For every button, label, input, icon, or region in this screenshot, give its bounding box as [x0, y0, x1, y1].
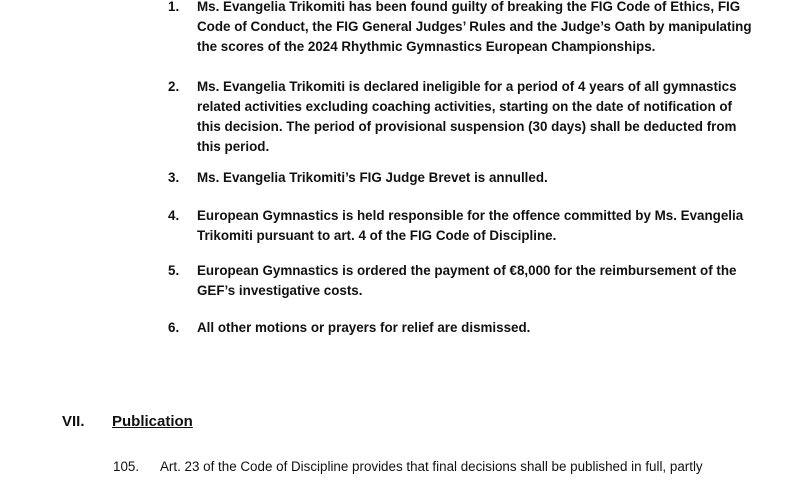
decision-number: 5. [168, 263, 180, 278]
decision-text-line: Code of Conduct, the FIG General Judges’ Rules and the Judge’s Oath by manipulating [197, 19, 752, 34]
decision-number: 2. [168, 79, 180, 94]
section-title: Publication [112, 413, 193, 430]
decision-text-line: European Gymnastics is ordered the payment of €8,000 for the reimbursement of the [197, 263, 737, 278]
decision-number: 4. [168, 208, 180, 223]
decision-number: 3. [168, 170, 180, 185]
decision-text-line: related activities excluding coaching activities, starting on the date of notification of [197, 99, 732, 114]
paragraph-number: 105. [113, 459, 140, 474]
decision-text-line: All other motions or prayers for relief are dismissed. [197, 320, 531, 335]
section-number: VII. [62, 413, 85, 430]
decision-number: 6. [168, 320, 180, 335]
decision-text-line: this period. [197, 139, 270, 154]
paragraph-text-line: Art. 23 of the Code of Discipline provides that final decisions shall be published in full, partly [160, 459, 703, 474]
decision-text-line: the scores of the 2024 Rhythmic Gymnastics European Championships. [197, 39, 656, 54]
decision-text-line: GEF’s investigative costs. [197, 283, 363, 298]
decision-text-line: European Gymnastics is held responsible for the offence committed by Ms. Evangelia [197, 208, 744, 223]
decision-text-line: Trikomiti pursuant to art. 4 of the FIG Code of Discipline. [197, 228, 557, 243]
decision-text-line: this decision. The period of provisional suspension (30 days) shall be deducted from [197, 119, 737, 134]
decision-number: 1. [168, 0, 180, 14]
decision-text-line: Ms. Evangelia Trikomiti has been found guilty of breaking the FIG Code of Ethics, FIG [197, 0, 741, 14]
decision-text-line: Ms. Evangelia Trikomiti’s FIG Judge Brevet is annulled. [197, 170, 548, 185]
decision-text-line: Ms. Evangelia Trikomiti is declared ineligible for a period of 4 years of all gymnastics [197, 79, 737, 94]
